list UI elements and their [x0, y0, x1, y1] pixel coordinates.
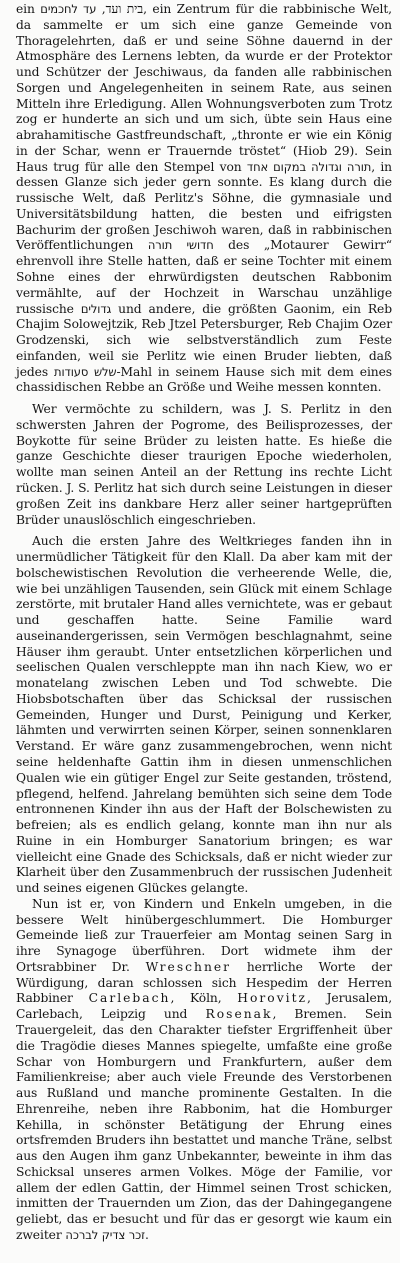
text-run: , Köln,	[170, 991, 238, 1006]
paragraph-2: Wer vermöchte zu schildern, was J. S. Perlitz in den schwersten Jahren der Pogrome, des Beilisprozesses, der Boykotte für seine Brüder zu leisten hatte. Es hieße die ganze Geschichte dieser traurigen Epoche wiederholen, wollte man seinen Anteil an der Rettung ins rechte Licht rücken. J. S. Perlitz hat sich durch seine Leistungen in dieser großen Zeit ins dankbare Herz aller seiner hartgeprüften Brüder unauslöschlich eingeschrieben.	[16, 402, 392, 527]
spaced-name: Carlebach	[88, 991, 171, 1006]
hebrew-phrase: תורה וגדולה במקום אחד	[246, 159, 372, 174]
text-run: .	[145, 1227, 149, 1242]
hebrew-phrase: זכר צדיק לברכה	[65, 1227, 145, 1242]
text-run: und andere, die größten Gaonim, ein Reb Chajim Solowejtzik, Reb Jtzel Petersburger, Reb Chajim Ozer Grodzenski, sich wie selbstverständlich zum Feste einfanden, weil sie Perlitz wie einen Bruder liebten, daß jedes	[16, 301, 392, 379]
hebrew-phrase: עד לחכמים	[40, 2, 97, 16]
hebrew-phrase: שלש סעודות	[54, 364, 117, 379]
article-column	[16, 2, 392, 1244]
paragraph-4	[16, 897, 392, 1244]
paragraph-3: Auch die ersten Jahre des Weltkrieges fanden ihn in unermüdlicher Tätigkeit für den Klall. Da aber kam mit der bolschewistischen Revolution die verheerende Welle, die, wie bei unzähligen Tausenden, sein Glück mit einem Schlage zerstörte, mit brutaler Hand alles vernichtete, was er gebaut und geschaffen hatte. Seine Familie ward auseinandergerissen, sein Vermögen beschlagnahmt, seine Häuser ihm geraubt. Unter entsetzlichen körperlichen und seelischen Qualen verschleppte man ihn nach Kiew, wo er monatelang zwischen Leben und Tod schwebte. Die Hiobsbotschaften über das Schicksal der russischen Gemeinden, Hunger und Durst, Peinigung und Kerker, lähmten und verwirrten seinen Körper, seinen sonnenklaren Verstand. Er wäre ganz zusammengebrochen, wenn nicht seine heldenhafte Gattin ihm in diesen unmenschlichen Qualen wie ein gütiger Engel zur Seite gestanden, tröstend, pflegend, helfend. Jahrelang bemühten sich seine dem Tode entronnenen Kinder ihn aus der Haft der Bolschewisten zu befreien; als es endlich gelang, konnte man ihn nur als Ruine in ein Homburger Sanatorium bringen; es war vielleicht eine Gnade des Schicksals, daß er nicht wieder zur Klarheit über den Zusammenbruch der russischen Judenheit und seines eigenen Glückes gelangte.	[16, 534, 392, 896]
text-run: , Bremen. Sein Trauergeleit, das den Charakter tiefster Ergriffenheit über die Tragödie dieses Mannes spiegelte, umfaßte eine große Schar von Homburgern und Frankfurtern, außer dem Familienkreise; aber auch viele Freunde des Verstorbenen aus Rußland und manche prominente Gestalten. In die Ehrenreihe, neben ihre Rabbonim, hat die Homburger Kehilla, in schönster Betätigung der Ehrung eines ortsfremden Bruders ihn bestattet und manche Träne, selbst aus den Augen ihm ganz Unbekannter, beweinte in ihm das Schicksal unseres armen Volkes. Möge der Familie, vor allem der edlen Gattin, der Himmel seinen Trost schicken, inmitten der Trauernden um Zion, das der Dahingegangene geliebt, das er besucht und für das er gesorgt wie kaum ein zweiter	[16, 1007, 393, 1242]
text-run: , in dessen Glanze sich jeder gern sonnte. Es klang durch die russische Welt, daß Perlitz's Söhne, die gymnasiale und Universitätsbildung hatten, die besten und eifrigsten Bachurim der großen Jeschiwoh waren, daß in rabbinischen Veröffentlichungen	[16, 159, 392, 253]
text-run: ein	[16, 2, 41, 16]
spaced-name: Horovitz	[237, 991, 308, 1006]
hebrew-phrase: גדולים	[80, 301, 112, 316]
paragraph-1	[16, 2, 392, 396]
text-run: des „Motaurer Gewirr“ ehrenvoll ihre Stelle hatten, daß er seine Tochter mit einem Sohne eines der ehrwürdigsten deutschen Rabbonim vermählte, auf der Hochzeit in Warschau unzählige russische	[16, 238, 392, 316]
text-run: herrliche Worte der Würdigung, daran schlossen sich Hespedim der Herren Rabbiner	[16, 959, 392, 1006]
text-run: ,בית ועד, ein Zentrum für die rabbinische Welt, da sammelte er um sich eine ganze Gemeinde von Thoragelehrten, daß er und seine Söhne dauernd in der Atmosphäre des Lernens lebten, da wurde er der Protektor und Schützer der Jeschiwaus, da fanden alle rabbinischen Sorgen und Angelegenheiten in seinem Rate, aus seinen Mitteln ihre Erledigung. Allen Wohnungsverboten zum Trotz zog er hunderte an sich und um sich, übte sein Haus eine abrahamitische Gastfreundschaft, „thronte er wie ein König in der Schar, wenn er Trauernde tröstet“ (Hiob 29). Sein Haus trug für alle den Stempel von	[16, 2, 392, 174]
text-run: -Mahl in seinem Hause sich mit dem eines chassidischen Rebbe an Größe und Weihe messen konnten.	[16, 364, 392, 395]
text-run: , Jerusalem, Carlebach, Leipzig und	[16, 991, 393, 1022]
spaced-name: Rosenak	[205, 1007, 273, 1022]
spaced-name: Wreschner	[145, 959, 232, 974]
text-run: Nun ist er, von Kindern und Enkeln umgeben, in die bessere Welt hinübergeschlummert. Die Homburger Gemeinde ließ zur Trauerfeier am Montag seinen Sarg in ihre Synagoge überführen. Dort widmete ihm der Ortsrabbiner Dr.	[16, 896, 392, 974]
hebrew-phrase: חדושי תורה	[147, 238, 214, 253]
